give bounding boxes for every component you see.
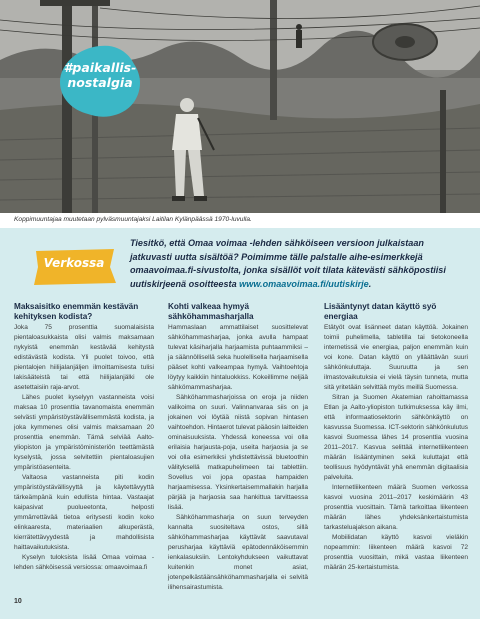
article-paragraph: Sitran ja Suomen Akatemian rahoittamassa Etlan ja Aalto-yliopiston tutkimuksessa käy ilmi, että informaatiosektorin sähkönkäyttö on kasvussa Suomessa. ICT-sektorin sähkönkulutus kasvoi Suomessa lähes 14 prosenttia vuosina 2011–2017. Kasvua selittää internetliikenteen määrän lisääntyminen sekä kuluttajat että teollisuus hyödyntävät yhä enemmän digitaalisia palveluita. (324, 394, 468, 481)
article-paragraph: Kyselyn tuloksista lisää Omaa voimaa -lehden sähköisessä versiossa: omaavoimaa.fi (14, 554, 154, 571)
page-number: 10 (14, 598, 22, 605)
badge-label (58, 60, 142, 90)
article-paragraph: Hammaslaan ammattilaiset suosittelevat sähköhammasharjaa, jonka avulla hampaat tulevat käsiharjalla harjaamista puhtaammiksi – ja säännöllisellä seka huolellisella harjaamisella pääset kohti valkeampaa hymyä. Vaihtoehtoja löytyy kaikkiin hintaluokkiss. Kokeillimme neljää sähkömammasharjaa. (168, 324, 308, 391)
article-toothbrush (168, 302, 308, 593)
article-paragraph: Internetliikenteen määrä Suomen verkossa kasvoi vuosina 2011–2017 keskimäärin 43 prosenttia vuosittain. Tämä tarkoittaa liikenteen määrän lähes yhdeksänkertaistumista tarkasteluajakson aikana. (324, 484, 468, 531)
badge-line: nostalgia (67, 75, 133, 90)
intro-paragraph (130, 237, 468, 291)
article-paragraph: Etätyöt ovat lisänneet datan käyttöä. Jokainen toimii puhelimella, tabletilla tai tietokoneella internetissä vie energiaa, paljon enemmän kuin voi kone. Datan käyttö on ylläättävän suuri sähkönkuluttaja. Suuruutta ja sen ilmastovaikutuksia ei vielä täysin tunneta, mutta sitä yritetään selvittää myös meillä Suomessa. (324, 324, 468, 391)
article-data-energy (324, 302, 468, 573)
article-paragraph: Sähköhammasharjoissa on eroja ja niiden valikoima on suuri. Valinnanvaraa siis on ja jokainen voi löytää niistä sopivan hintasen vaihtoehdon. Hintaerot tulevat pääosin laitteiden ominaisuuksista. Yhdessä koneessa voi olla erilaisia harjausta-poja, useita harjaosia ja se voi olla esimerkiksi yhdistettävissä bluetoothin välityksellä matkapuhelimeen tai tablettiin. Sovellus voi jopa opastaa hampaiden harjaamisessa. Yksinkertaisemmallakin harjalla pärjää ja harjaosia saa hankittua tarvittaessa lisää. (168, 394, 308, 511)
article-paragraph: Joka 75 prosenttia suomalaisista pientaloasukkaista olisi valmis maksamaan nykyistä enemmän kestävää kehitystä edistävästä kodista. Yli puolet toivoo, että pientalojen hiilijalanjäljen ilmoittamisesta tulisi lakisääteistä tai että hiilijalanjälki ole asetettaisiin raja-arvot. (14, 324, 154, 391)
verkossa-tag: Verkossa (43, 256, 105, 270)
newsletter-link[interactable]: www.omaavoimaa.fi/uutiskirje (239, 278, 369, 289)
article-title: Lisääntynyt datan käyttö syö energiaa (324, 302, 437, 321)
article-sustainable-home (14, 302, 154, 573)
article-paragraph: Lähes puolet kyselyyn vastanneista voisi maksaa 10 prosenttia tavanomaista enemmän selvästi ympäristöystävällisemmästä kodista, ja joka kymmenes olisi valmis maksamaan 20 prosenttia enemmän. Tämä selviää Aalto-yliopiston ja ympäristöministeriön teettämästä kyselystä, jossa selvitettiin pientaloasujien ympäristöasenteita. (14, 394, 154, 471)
article-title: Kohti valkeaa hymyä sähköhammasharjalla (168, 302, 254, 321)
article-paragraph: Mobiilidatan käyttö kasvoi vieläkin nopeammin: liikenteen määrä kasvoi 72 prosenttia vuosittain, mikä vastaa liikenteen määrän 25-kertaistumista. (324, 534, 468, 571)
article-title: Maksaisitko enemmän kestävän kehityksen kodista? (14, 302, 139, 321)
badge-line: #paikallis- (63, 60, 137, 75)
photo-caption: Koppimuuntajaa muutetaan pylväsmuuntajaksi Laitilan Kylänpäässä 1970-luvulla. (14, 216, 252, 223)
article-paragraph: Sähköhammasharja on suun terveyden kannalta suositeltava ostos, sillä sähköhammasharjaa käyttävät saavutaval perusharjaa käyttäviä epätodennäköisemmin ienkalasuksiin. Lentokyhdukseen vaikuttavat kuitenkin monet asiat, jotenpelkästäänsähköhammasharjalla ei selvitä ilihensairastumista. (168, 514, 308, 591)
intro-end: . (368, 278, 372, 289)
article-paragraph: Valtaosa vastanneista piti kodin ympäristöystävällisyyttä ja käytettävyyttä tärkeämpänä kuin edullista hintaa. Vastaajat kaipasivat puolueetonta, helposti ymmärrettävää tietoa eritysesti kodin koko elinkaaresta, materiaalien alkuperästä, kierrätettävyydestä ja mahdollisista haittavaikutuksista. (14, 474, 154, 551)
intro-text: Tiesitkö, että Omaa voimaa -lehden sähköiseen versioon julkaistaan jatkuvasti uutta sisältöä? Poimimme tälle palstalle aihe-esimerkkejä omaavoimaa.fi-sivustolta, jonka sisällöt voit tilata kätevästi sähköpostiisi uutiskirjeenä osoitteesta (130, 238, 446, 289)
